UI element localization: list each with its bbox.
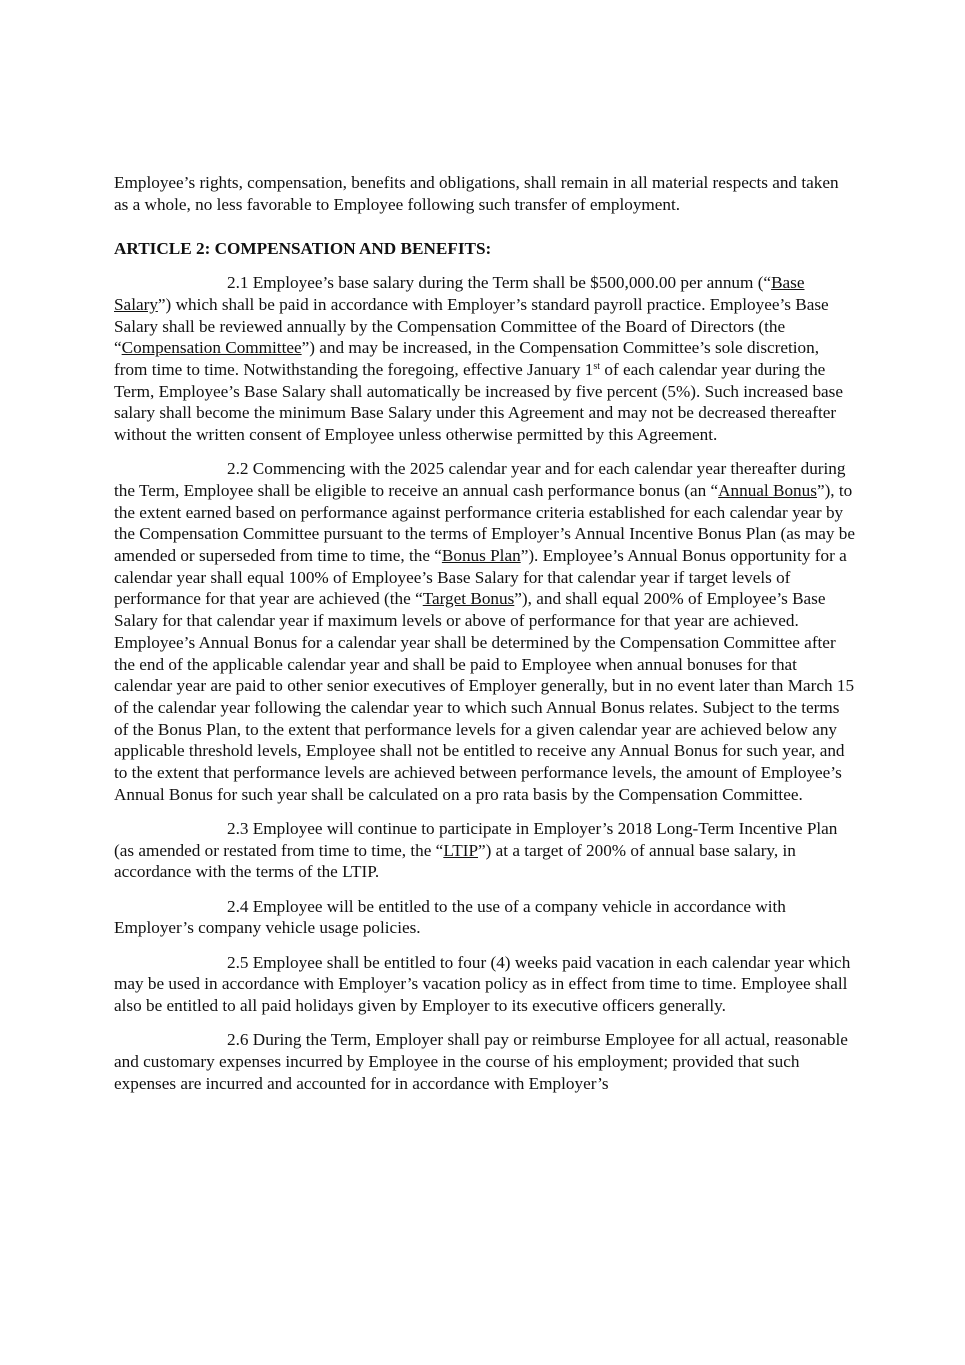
ordinal-superscript: st: [593, 360, 601, 372]
intro-paragraph: Employee’s rights, compensation, benefits and obligations, shall remain in all material respects and taken as a whole, no less favorable to Employee following such transfer of employment.: [114, 173, 839, 214]
defined-term-compensation-committee: Compensation Committee: [121, 338, 302, 358]
section-2-4: 2.4 Employee will be entitled to the use of a company vehicle in accordance with Employer’s company vehicle usage policies.: [114, 896, 786, 938]
defined-term-annual-bonus: Annual Bonus: [718, 480, 817, 500]
defined-term-base-salary: Base Salary: [114, 273, 805, 314]
defined-term-target-bonus: Target Bonus: [422, 589, 515, 609]
article-2-heading: ARTICLE 2: COMPENSATION AND BENEFITS:: [114, 239, 492, 259]
section-2-5: 2.5 Employee shall be entitled to four (4) weeks paid vacation in each calendar year which may be used in accordance with Employer’s vacation policy as in effect from time to time. Employee shall also be entitled to all paid holidays given by Employer to its executive officers generally.: [114, 952, 851, 1015]
document-page: [114, 172, 856, 1107]
defined-term-ltip: LTIP: [443, 840, 479, 860]
section-2-1: 2.1 Employee’s base salary during the Term shall be $500,000.00 per annum (“Base Salary”) which shall be paid in accordance with Employer’s standard payroll practice. Employee’s Base Salary shall be reviewed annually by the Compensation Committee of the Board of Directors (the “Compensation Committee”) and may be increased, in the Compensation Committee’s sole discretion, from time to time. Notwithstanding the foregoing, effective January 1st of each calendar year during the Term, Employee’s Base Salary shall automatically be increased by five percent (5%). Such increased base salary shall become the minimum Base Salary under this Agreement and may not be decreased thereafter without the written consent of Employee unless otherwise permitted by this Agreement.: [114, 273, 843, 445]
section-2-6: 2.6 During the Term, Employer shall pay or reimburse Employee for all actual, reasonable and customary expenses incurred by Employee in the course of his employment; provided that such expenses are incurred and accounted for in accordance with Employer’s: [114, 1030, 848, 1093]
section-2-3: 2.3 Employee will continue to participate in Employer’s 2018 Long-Term Incentive Plan (as amended or restated from time to time, the “LTIP”) at a target of 200% of annual base salary, in accordance with the terms of the LTIP.: [114, 818, 838, 882]
section-2-2: 2.2 Commencing with the 2025 calendar year and for each calendar year thereafter during the Term, Employee shall be eligible to receive an annual cash performance bonus (an “Annual Bonus”), to the extent earned based on performance against performance criteria established for each calendar year by the Compensation Committee pursuant to the terms of Employer’s Annual Incentive Bonus Plan (as may be amended or superseded from time to time, the “Bonus Plan”). Employee’s Annual Bonus opportunity for a calendar year shall equal 100% of Employee’s Base Salary for that calendar year if target levels of performance for that year are achieved (the “Target Bonus”), and shall equal 200% of Employee’s Base Salary for that calendar year if maximum levels or above of performance for that year are achieved. Employee’s Annual Bonus for a calendar year shall be determined by the Compensation Committee after the end of the applicable calendar year and shall be paid to Employee when annual bonuses for that calendar year are paid to other senior executives of Employer generally, but in no event later than March 15 of the calendar year following the calendar year to which such Annual Bonus relates. Subject to the terms of the Bonus Plan, to the extent that performance levels for a given calendar year are achieved below any applicable threshold levels, Employee shall not be entitled to receive any Annual Bonus for such year, and to the extent that performance levels are achieved between performance levels, the amount of Employee’s Annual Bonus for such year shall be calculated on a pro rata basis by the Compensation Committee.: [114, 459, 856, 804]
defined-term-bonus-plan: Bonus Plan: [441, 546, 521, 566]
